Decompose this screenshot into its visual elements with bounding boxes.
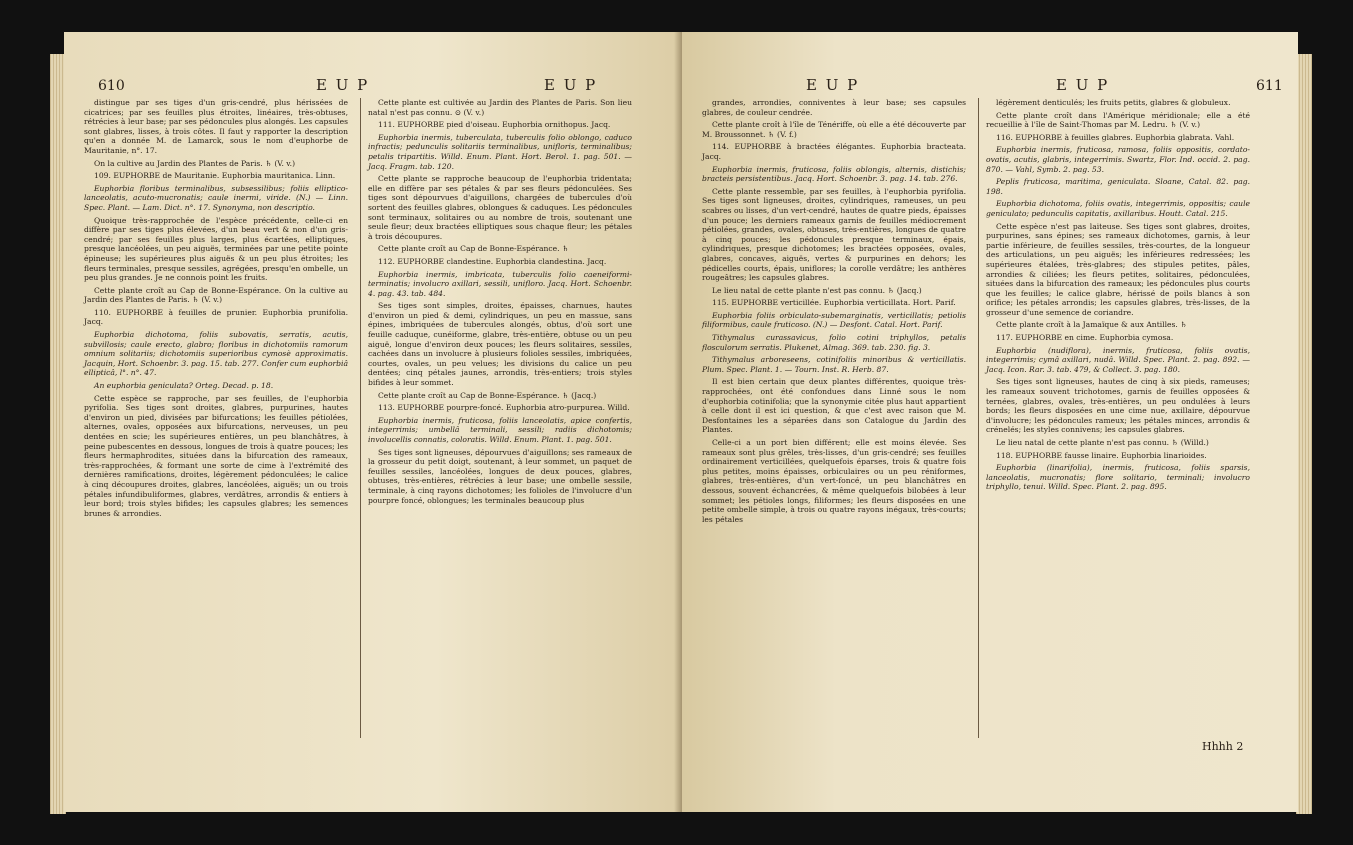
paragraph: Cette espèce se rapproche, par ses feuilles, de l'euphorbia pyrifolia. Ses tiges sont droites, glabres, purpurines, hautes d'environ un pied, divisées par bifurcations; les feuilles pétiolées, alternes, ovales, opposées aux bifurcations, nerveuses, un peu dentées en scie; les supérieures entières, un peu blanchâtres, à peine pubescentes en dessous, longues de trois à quatre pouces; les fleurs hermaphrodites, situées dans la bifurcation des rameaux, très-rapprochées, & formant une sorte de cime à l'extrémité des dernières ramifications, droites, légèrement pédonculées; le calice à cinq découpures droites, glabres, lancéolées, aiguës; un ou trois pétales infundibuliformes, glabres, verdâtres, arrondis & entiers à leur bord; trois styles bifides; les capsules glabres; les semences brunes & arrondies. [84,393,348,518]
paragraph: légèrement denticulés; les fruits petits, glabres & globuleux. [996,98,1231,107]
latin-description: Euphorbia inermis, fruticosa, ramosa, foliis oppositis, cordato-ovatis, acutis, glabris, integerrimis. Swartz, Flor. Ind. occid. 2. pag. 870. — Vahl, Symb. 2. pag. 53. [986,145,1250,174]
species-entry-heading: 114. EUPHORBE à bractées élégantes. Euphorbia bracteata. Jacq. [702,142,966,161]
open-book [50,24,1312,820]
left-page [64,32,682,812]
latin-description: Peplis fruticosa, maritima, geniculata. Sloane, Catal. 82. pag. 198. [986,177,1250,196]
species-entry-heading: 112. EUPHORBE clandestine. Euphorbia clandestina. Jacq. [378,256,607,266]
latin-description: Euphorbia floribus terminalibus, subsessilibus; foliis elliptico-lanceolatis, acuto-mucronatis; caule inermi, viride. (N.) — Linn. Spec. Plant. — Lam. Dict. n°. 17. Synonyma, non descriptio. [84,183,348,212]
running-head: E U P [544,76,598,94]
species-entry-heading: 118. EUPHORBE fausse linaire. Euphorbia linarioides. [996,450,1207,460]
paragraph: Cette espèce n'est pas laiteuse. Ses tiges sont glabres, droites, purpurines, sans épines; ses rameaux dichotomes, garnis, à leur partie inférieure, de feuilles sessiles, très-courtes, de la longueur des articulations, un peu aiguës; les inférieures redressées; les supérieures étalées, très-glabres; des stipules petites, pâles, arrondies & ciliées; les fleurs petites, solitaires, pédonculées, situées dans la bifurcation des rameaux; les pédoncules plus courts que les feuilles; le calice glabre, hérissé de poils blancs à son orifice; les pétales arrondis; les capsules glabres, très-lisses, de la grosseur d'une semence de coriandre. [986,221,1250,317]
latin-description: Tithymalus curassavicus, folio cotini triphyllos, petalis flosculorum serratis. Plukenet, Almag. 369. tab. 230. fig. 3. [702,333,966,352]
latin-description: Euphorbia inermis, tuberculata, tuberculis folio oblongo, caduco infractis; pedunculis solitariis terminalibus, unifloris, terminalibus; petalis tripartitis. Willd. Enum. Plant. Hort. Berol. 1. pag. 501. — Jacq. Fragm. tab. 120. [368,132,632,171]
paragraph: Cette plante croît à l'île de Ténériffe, où elle a été découverte par M. Broussonnet. ♄ (V. f.) [702,120,966,139]
species-entry-heading: 109. EUPHORBE de Mauritanie. Euphorbia mauritanica. Linn. [94,171,336,181]
latin-description: Euphorbia inermis, fruticosa, foliis lanceolatis, apice confertis, integerrimis; umbellâ terminali, sessili; radiis dichotomis; involucellis connatis, coloratis. Willd. Enum. Plant. 1. pag. 501. [368,415,632,444]
running-head: E U P [316,76,370,94]
paragraph: On la cultive au Jardin des Plantes de Paris. ♄ (V. v.) [94,158,296,168]
paragraph: Ses tiges sont ligneuses, hautes de cinq à six pieds, rameuses; les rameaux souvent trichotomes, garnis de feuilles opposées & ternées, glabres, ovales, très-entières, un peu ondulées à leurs bords; les fleurs disposées en une cime nue, axillaire, dépourvue d'involucre; les pédoncules rameux; les pétales minces, arrondis & crénelés; les styles connivens; les capsules glabres. [986,377,1250,435]
latin-description: An euphorbia geniculata? Orteg. Decad. p. 18. [94,381,274,391]
paragraph: Cette plante est cultivée au Jardin des Plantes de Paris. Son lieu natal n'est pas connu. ⊙ (V. v.) [368,98,632,117]
running-head: E U P [1056,76,1110,94]
text-column-right-2 [986,98,1250,495]
paragraph: Cette plante se rapproche beaucoup de l'euphorbia tridentata; elle en diffère par ses pétales & par ses fleurs pédonculées. Ses tiges sont dépourvues d'aiguillons, chargées de tubercules d'où sortent des feuilles glabres, oblongues & caduques. Les pédoncules sont terminaux, solitaires ou au nombre de trois, soutenant une seule fleur; deux bractées elliptiques sous chaque fleur; les pétales à trois découpures. [368,174,632,241]
latin-description: Euphorbia inermis, fruticosa, foliis oblongis, alternis, distichis; bracteis persistentibus. Jacq. Hort. Schoenbr. 3. pag. 14. tab. 276. [702,164,966,184]
latin-description: Euphorbia dichotoma, foliis subovatis, serratis, acutis, subvillosis; caule erecto, glabro; floribus in dichotomiis ramorum omnium solitariis; dichotomiis superioribus cymosè approximatis. Jacquin, Hort. Schoenbr. 3. pag. 15. tab. 277. Confer cum euphorbiâ ellipticâ, l°. n°. 47. [84,330,348,378]
running-head: E U P [806,76,860,94]
column-rule [978,98,979,738]
paragraph: grandes, arrondies, conniventes à leur base; ses capsules glabres, de couleur cendrée. [702,98,966,117]
species-entry-heading: 110. EUPHORBE à feuilles de prunier. Euphorbia prunifolia. Jacq. [84,307,348,327]
latin-description: Euphorbia inermis, imbricata, tuberculis folio caeneiformi-terminatis; involucro axillari, sessili, unifloro. Jacq. Hort. Schoenbr. 4. pag. 43. tab. 484. [368,269,632,298]
paragraph: Quoique très-rapprochée de l'espèce précédente, celle-ci en diffère par ses tiges plus élevées, d'un beau vert & non d'un gris-cendré; par ses feuilles plus larges, plus écartées, elliptiques, presque lancéolées, un peu aiguës, terminées par une petite pointe épineuse; les supérieures plus aiguës & un peu plus étroites; les fleurs terminales, presque sessiles, agrégées, presqu'en ombelle, un peu plus grandes. Je ne connois point les fruits. [84,215,348,283]
paragraph: Cette plante ressemble, par ses feuilles, à l'euphorbia pyrifolia. Ses tiges sont ligneuses, droites, cylindriques, rameuses, un peu scabres ou lisses, d'un vert-cendré, hautes de quatre pieds, épaisses d'un pouce; les derniers rameaux garnis de feuilles médiocrement pétiolées, grandes, ovales, obtuses, très-entières, longues de quatre à cinq pouces; les pédoncules presque terminaux, épais, cylindriques, presque dichotomes; les bractées opposées, ovales, glabres, concaves, aiguës, vertes & purpurines en dehors; les pédicelles courts, épais, uniflores; la corolle verdâtre; les anthères rougeâtres; les capsules glabres. [702,186,967,283]
paragraph: Ses tiges sont ligneuses, dépourvues d'aiguillons; ses rameaux de la grosseur du petit doigt, soutenant, à leur sommet, un paquet de feuilles sessiles, lancéolées, longues de deux pouces, glabres, obtuses, très-entières, rétrécies à leur base; une ombelle sessile, terminale, à cinq rayons dichotomes; les folioles de l'involucre d'un pourpre foncé, oblongues; les terminales beaucoup plus [368,447,632,505]
paragraph: Il est bien certain que deux plantes différentes, quoique très-rapprochées, ont été confondues dans Linné sous le nom d'euphorbia cotinifolia; que la synonymie citée plus haut appartient à celle dont il est ici question, & que c'est avec raison que M. Desfontaines les a séparées dans son Catalogue du Jardin des Plantes. [702,377,966,435]
text-column-left-2 [368,98,632,508]
paragraph: Cette plante croît dans l'Amérique méridionale; elle a été recueillie à l'île de Saint-Thomas par M. Ledru. ♄ (V. v.) [986,110,1250,130]
species-entry-heading: 116. EUPHORBE à feuilles glabres. Euphorbia glabrata. Vahl. [996,132,1235,142]
latin-description: Euphorbia dichotoma, foliis ovatis, integerrimis, oppositis; caule geniculato; pedunculis capitatis, axillaribus. Houtt. Catal. 215. [986,199,1250,218]
paragraph: Cette plante croît au Cap de Bonne-Espérance. ♄ (Jacq.) [378,390,597,400]
signature-mark: Hhhh 2 [1202,740,1244,753]
latin-description: Euphorbia foliis orbiculato-subemarginatis, verticillatis; petiolis filiformibus, caule fruticoso. (N.) — Desfont. Catal. Hort. Parif. [702,310,966,330]
right-page-edges [1296,54,1312,814]
text-column-right-1 [702,98,966,527]
species-entry-heading: 111. EUPHORBE pied d'oiseau. Euphorbia ornithopus. Jacq. [378,120,611,130]
species-entry-heading: 113. EUPHORBE pourpre-foncé. Euphorbia atro-purpurea. Willd. [378,403,630,413]
paragraph: Ses tiges sont simples, droites, épaisses, charnues, hautes d'environ un pied & demi, cylindriques, un peu en massue, sans épines, imbriquées de tubercules alongés, obtus, d'où sort une feuille caduque, cunéiforme, glabre, très-entière, obtuse ou un peu aiguë, longue d'environ deux pouces; les fleurs solitaires, sessiles, cachées dans un involucre à plusieurs folioles sessiles, imbriquées, courtes, ovales, un peu velues; les divisions du calice un peu dentées; cinq pétales jaunes, arrondis, très-entiers; trois styles bifides à leur sommet. [368,301,632,388]
paragraph: Cette plante croît au Cap de Bonne-Espérance. On la cultive au Jardin des Plantes de Paris. ♄ (V. v.) [84,285,348,305]
page-number: 610 [98,78,125,94]
right-page [682,32,1298,812]
column-rule [360,98,361,738]
paragraph: Celle-ci a un port bien différent; elle est moins élevée. Ses rameaux sont plus grêles, très-lisses, d'un gris-cendré; ses feuilles ordinairement verticillées, quelquefois éparses, trois & quatre fois plus petites, moins épaisses, orbiculaires ou un peu réniformes, glabres, très-entières, d'un vert-foncé, un peu blanchâtres en dessous, souvent échancrées, & même quelquefois bilobées à leur sommet; les pétioles longs, filiformes; les fleurs disposées en une petite ombelle simple, à trois ou quatre rayons inégaux, très-courts; les pétales [702,438,966,524]
paragraph: Le lieu natal de cette plante n'est pas connu. ♄ (Willd.) [996,438,1209,447]
species-entry-heading: 117. EUPHORBE en cime. Euphorbia cymosa. [996,333,1174,343]
text-column-left-1 [84,98,348,521]
latin-description: Euphorbia (linarifolia), inermis, fruticosa, foliis sparsis, lanceolatis, mucronatis; flore solitario, terminali; involucro triphyllo, tenui. Willd. Spec. Plant. 2. pag. 895. [986,463,1250,492]
species-entry-heading: 115. EUPHORBE verticillée. Euphorbia verticillata. Hort. Parif. [712,298,956,308]
paragraph: Cette plante croît à la Jamaïque & aux Antilles. ♄ [996,320,1188,330]
latin-description: Euphorbia (nudiflora), inermis, fruticosa, foliis ovatis, integerrimis; cymâ axillari, nudâ. Willd. Spec. Plant. 2. pag. 892. — Jacq. Icon. Rar. 3. tab. 479, & Collect. 3. pag. 180. [986,345,1250,374]
paragraph: Le lieu natal de cette plante n'est pas connu. ♄ (Jacq.) [712,285,922,295]
paragraph: Cette plante croît au Cap de Bonne-Espérance. ♄ [378,244,569,254]
latin-description: Tithymalus arboreseens, cotinifoliis minoribus & verticillatis. Plum. Spec. Plant. 1. — Tourn. Inst. R. Herb. 87. [702,355,966,374]
page-number: 611 [1256,78,1283,94]
paragraph: distingue par ses tiges d'un gris-cendré, plus hérissées de cicatrices; par ses feuilles plus étroites, linéaires, très-obtuses, rétrécies à leur base; par ses pédoncules plus alongés. Les capsules sont glabres, lisses, à trois côtes. Il faut y rapporter la description qu'en a donnée M. de Lamarck, sous le nom d'euphorbe de Mauritanie, n°. 17. [84,98,348,155]
